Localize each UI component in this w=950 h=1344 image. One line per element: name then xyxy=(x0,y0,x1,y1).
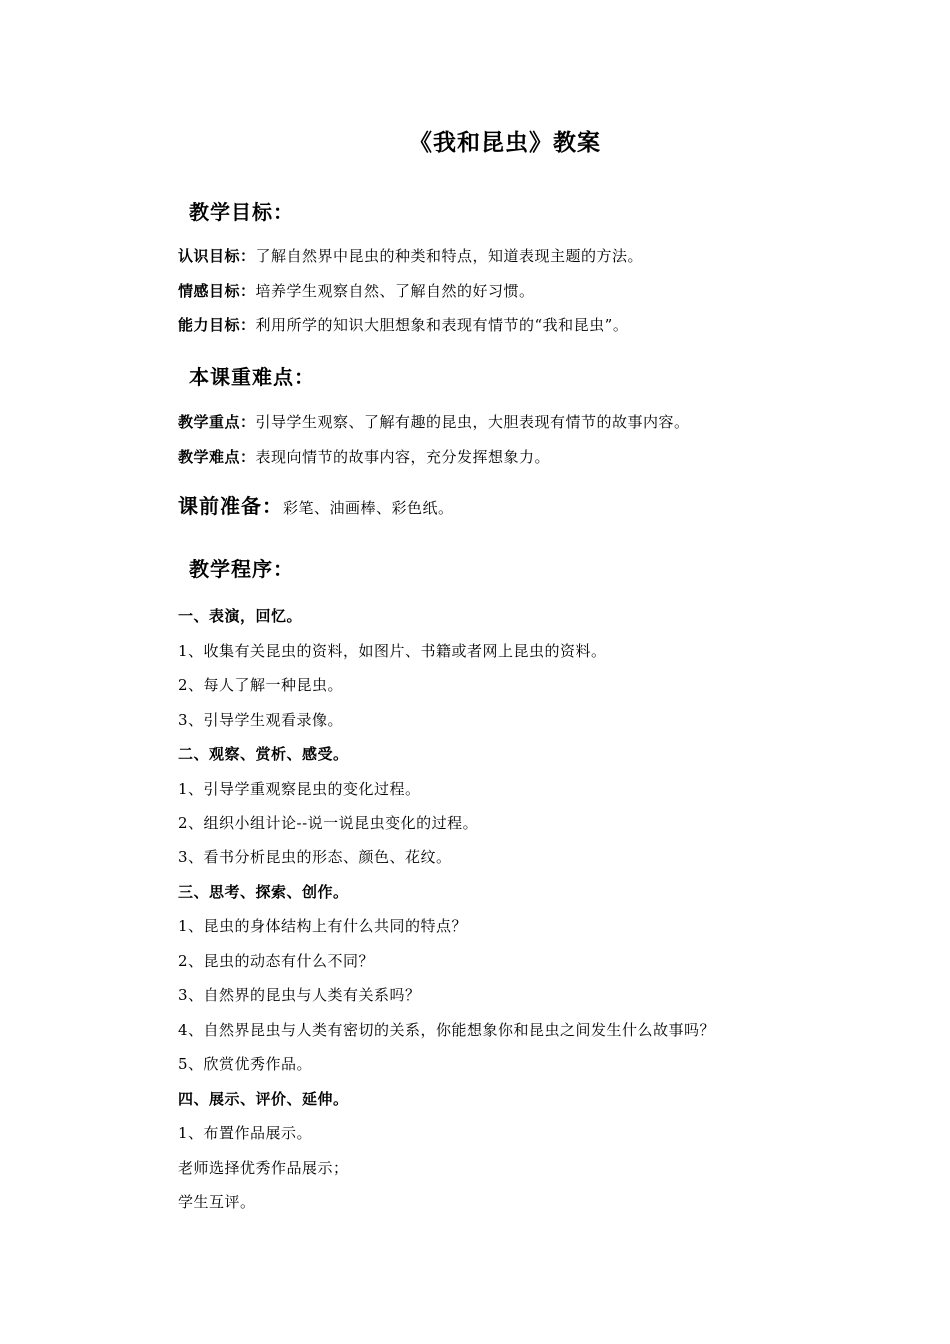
procedure-item: 2、每人了解一种昆虫。 xyxy=(178,676,344,694)
objective-text: 利用所学的知识大胆想象和表现有情节的“我和昆虫”。 xyxy=(255,316,629,334)
preparation-text: 彩笔、油画棒、彩色纸。 xyxy=(283,499,454,517)
procedure-item: 1、布置作品展示。 xyxy=(178,1124,313,1142)
objective-line xyxy=(178,314,628,335)
key-point-line xyxy=(178,446,550,467)
key-point-text: 引导学生观察、了解有趣的昆虫，大胆表现有情节的故事内容。 xyxy=(255,413,690,431)
procedure-item: 4、自然界昆虫与人类有密切的关系，你能想象你和昆虫之间发生什么故事吗？ xyxy=(178,1021,716,1039)
procedure-section-title: 三、思考、探索、创作。 xyxy=(178,883,349,901)
procedure-item: 老师选择优秀作品展示； xyxy=(178,1159,349,1177)
procedure-item: 3、自然界的昆虫与人类有关系吗？ xyxy=(178,986,421,1004)
objective-label: 能力目标： xyxy=(178,316,256,334)
document-title: 《我和昆虫》教案 xyxy=(409,129,601,156)
objective-line xyxy=(178,280,535,301)
procedure-item: 1、昆虫的身体结构上有什么共同的特点？ xyxy=(178,917,468,935)
procedure-section-title: 四、展示、评价、延伸。 xyxy=(178,1090,349,1108)
objectives-heading: 教学目标： xyxy=(189,200,294,224)
procedure-item: 2、组织小组计论--说一说昆虫变化的过程。 xyxy=(178,814,479,832)
objective-label: 情感目标： xyxy=(178,282,256,300)
objective-text: 培养学生观察自然、了解自然的好习惯。 xyxy=(255,282,535,300)
procedure-item: 学生互评。 xyxy=(178,1193,256,1211)
key-point-text: 表现向情节的故事内容，充分发挥想象力。 xyxy=(255,448,551,466)
procedure-heading: 教学程序： xyxy=(189,557,294,581)
procedure-item: 3、引导学生观看录像。 xyxy=(178,711,344,729)
key-point-label: 教学重点： xyxy=(178,413,256,431)
objective-text: 了解自然界中昆虫的种类和特点，知道表现主题的方法。 xyxy=(255,247,644,265)
objective-label: 认识目标： xyxy=(178,247,256,265)
procedure-item: 2、昆虫的动态有什么不同？ xyxy=(178,952,375,970)
procedure-item: 5、欣赏优秀作品。 xyxy=(178,1055,313,1073)
preparation-line xyxy=(178,490,454,519)
procedure-item: 3、看书分析昆虫的形态、颜色、花纹。 xyxy=(178,848,452,866)
key-point-label: 教学难点： xyxy=(178,448,256,466)
procedure-section-title: 一、表演，回忆。 xyxy=(178,607,303,625)
procedure-item: 1、引导学重观察昆虫的变化过程。 xyxy=(178,780,421,798)
preparation-label: 课前准备： xyxy=(178,494,283,518)
procedure-section-title: 二、观察、赏析、感受。 xyxy=(178,745,349,763)
key-points-heading: 本课重难点： xyxy=(189,365,315,389)
procedure-item: 1、收集有关昆虫的资料，如图片、书籍或者网上昆虫的资料。 xyxy=(178,642,607,660)
key-point-line xyxy=(178,411,690,432)
objective-line xyxy=(178,245,643,266)
